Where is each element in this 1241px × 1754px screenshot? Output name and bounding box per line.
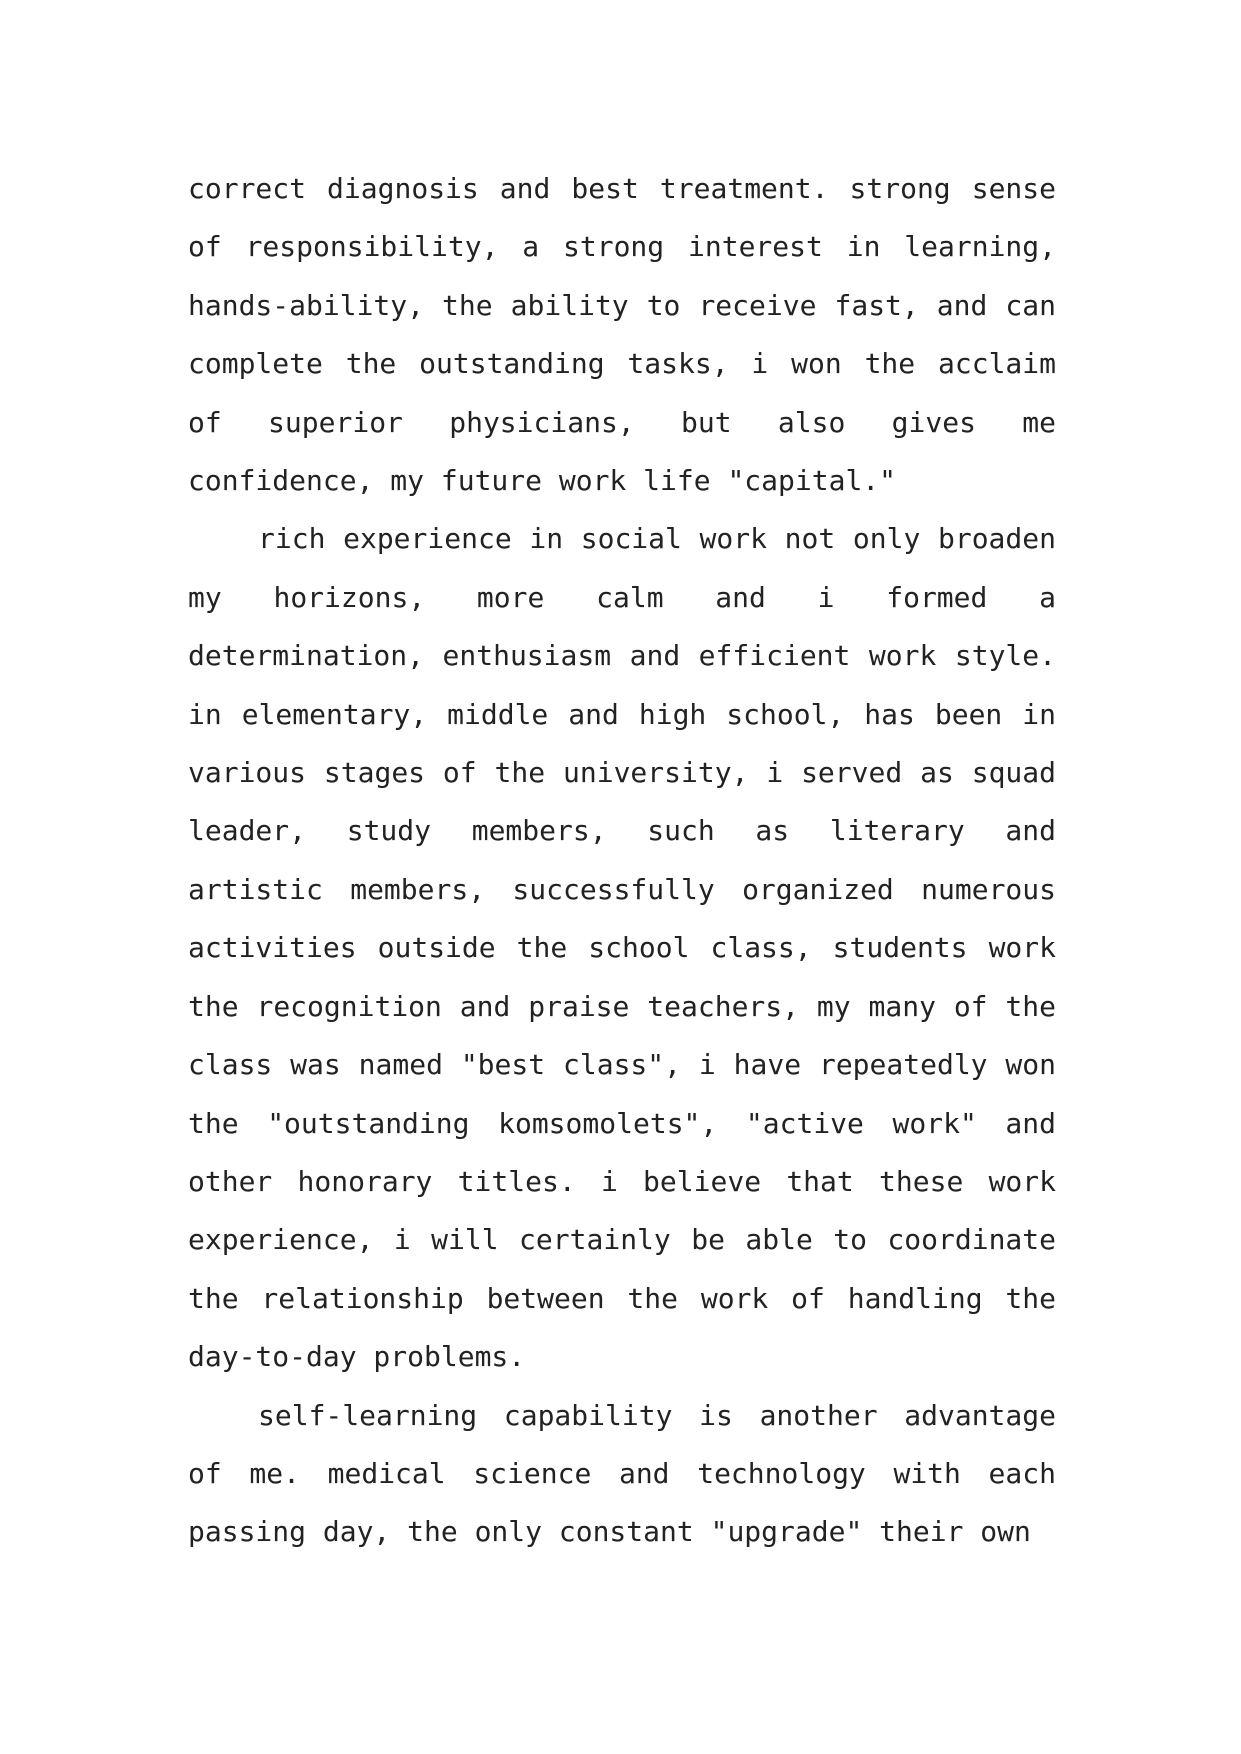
paragraph-continuation: correct diagnosis and best treatment. strong sense of responsibility, a strong interest in learning, hands-ability, the ability to receive fast, and can complete the outstanding tasks, i won the acclaim of superior physicians, but also gives me confidence, my future work life "capital." bbox=[188, 172, 1056, 498]
body-text bbox=[188, 160, 1056, 1562]
paragraph-self-learning: self-learning capability is another advantage of me. medical science and technology with each passing day, the only constant "upgrade" their own bbox=[188, 1398, 1056, 1549]
paragraph-social-work: rich experience in social work not only broaden my horizons, more calm and i formed a determination, enthusiasm and efficient work style. in elementary, middle and high school, has been in various stages of the university, i served as squad leader, study members, such as literary and artistic members, successfully organized numerous activities outside the school class, students work the recognition and praise teachers, my many of the class was named "best class", i have repeatedly won the "outstanding komsomolets", "active work" and other honorary titles. i believe that these work experience, i will certainly be able to coordinate the relationship between the work of handling the day-to-day problems. bbox=[188, 522, 1056, 1374]
